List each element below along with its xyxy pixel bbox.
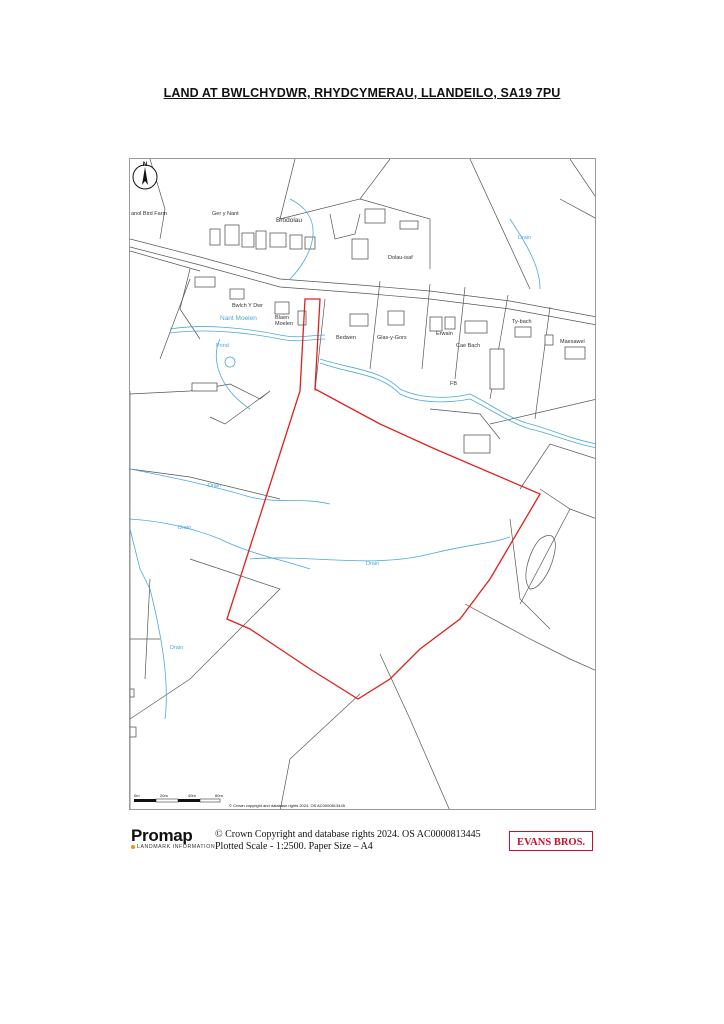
label-drain-5: Drain bbox=[170, 645, 184, 651]
label-drain-1: Drain bbox=[208, 483, 222, 489]
north-label: N bbox=[142, 162, 148, 168]
site-map[interactable] bbox=[129, 158, 596, 810]
scale-tick-20: 20m bbox=[160, 793, 168, 798]
map-canvas bbox=[130, 159, 596, 810]
scale-bar bbox=[134, 793, 346, 808]
footer-info bbox=[215, 829, 481, 853]
label-ty-bach: Ty-bach bbox=[512, 319, 532, 325]
north-arrow-icon bbox=[133, 162, 157, 189]
label-ger-y-nant: Ger y Nant bbox=[212, 211, 239, 217]
page-title: LAND AT BWLCHYDWR, RHYDCYMERAU, LLANDEILO, SA19 7PU bbox=[163, 86, 561, 100]
map-copyright: © Crown copyright and database rights 2024. OS AC0000813445 bbox=[229, 803, 345, 808]
footer-scale: Plotted Scale - 1:2500. Paper Size – A4 bbox=[215, 841, 373, 852]
label-fb: FB bbox=[450, 381, 458, 387]
promap-subtitle: LANDMARK INFORMATION bbox=[137, 844, 216, 850]
label-glas-y-gors: Glas-y-Gors bbox=[377, 335, 407, 341]
label-blaen-moelen: Blaen Moelen bbox=[275, 315, 294, 327]
promap-logo bbox=[131, 826, 215, 856]
label-drain-4: Drain bbox=[518, 235, 532, 241]
label-erwain: Erwain bbox=[436, 331, 453, 337]
label-brodolau: Brodolau bbox=[276, 217, 303, 224]
label-maesawel: Maesawel bbox=[560, 339, 585, 345]
buildings bbox=[130, 209, 585, 737]
label-farm: anol Bird Farm bbox=[131, 211, 168, 217]
promap-dot-icon bbox=[131, 845, 135, 849]
label-bedwen: Bedwen bbox=[336, 335, 356, 341]
label-pond: Pond bbox=[216, 343, 229, 349]
label-drain-3: Drain bbox=[366, 561, 380, 567]
label-nant-moelen: Nant Moelen bbox=[220, 315, 257, 322]
label-drain-2: Drain bbox=[178, 525, 192, 531]
agent-logo-text: EVANS BROS. bbox=[516, 837, 586, 848]
label-cae-bach: Cae Bach bbox=[456, 343, 481, 349]
scale-tick-0: 0m bbox=[134, 793, 140, 798]
label-dolau-isaf: Dolau-isaf bbox=[388, 255, 413, 261]
label-bwlch-y-dwr: Bwlch Y Dwr bbox=[232, 303, 263, 309]
footer-copyright: © Crown Copyright and database rights 2024. OS AC0000813445 bbox=[215, 829, 481, 840]
promap-wordmark: Promap bbox=[131, 826, 193, 845]
evans-bros-logo bbox=[509, 831, 593, 851]
scale-tick-40: 40m bbox=[188, 793, 196, 798]
scale-tick-60: 60m bbox=[215, 793, 223, 798]
